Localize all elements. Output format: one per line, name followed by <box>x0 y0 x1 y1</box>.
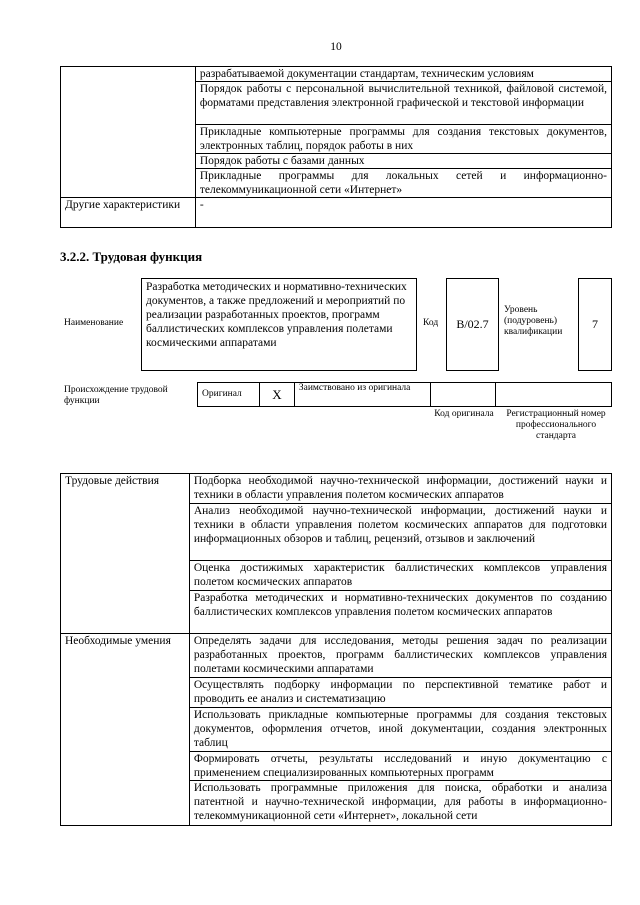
table-label-cell: Другие характеристики <box>61 198 196 228</box>
function-name-box <box>141 278 417 371</box>
list-item: Разработка методических и нормативно-технических документов по созданию баллистических комплексов управления полетом космических аппаратов <box>189 591 611 634</box>
list-item: Прикладные программы для локальных сетей и информационно-телекоммуникационной сети «Интернет» <box>195 169 611 198</box>
original-label: Оригинал <box>198 383 260 407</box>
list-item: Подборка необходимой научно-технической информации, достижений науки и техники в области управления полетом космических аппаратов <box>189 474 611 504</box>
code-value: B/02.7 <box>456 317 489 331</box>
page-number: 10 <box>330 41 342 53</box>
level-box <box>578 278 612 371</box>
function-name-value: Разработка методических и нормативно-технических документов, а также предложений и мероприятий по реализации разработанных проектов, программ баллистических комплексов управления полетами космическими аппаратами <box>146 281 407 349</box>
main-table <box>60 473 612 826</box>
table-label-cell: Необходимые умения <box>61 634 190 826</box>
list-item: Анализ необходимой научно-технической информации, достижений науки и техники в области управления полетом космических аппаратов для подготовки информационных обзоров и таблиц, рецензий, отзывов и заключений <box>189 504 611 561</box>
borrowed-label: Заимствовано из оригинала <box>294 383 430 407</box>
name-label: Наименование <box>64 318 124 328</box>
registration-number-cell <box>496 383 612 407</box>
original-mark: X <box>259 383 294 407</box>
level-value: 7 <box>592 317 598 331</box>
list-item: Осуществлять подборку информации по перспективной тематике работ и проводить ее анализ и систематизацию <box>189 678 611 708</box>
list-item: Формировать отчеты, результаты исследований и иную документацию с применением специализированных компьютерных программ <box>189 752 611 781</box>
list-item: Использовать прикладные компьютерные программы для создания текстовых документов, оформления отчетов, иной документации, создания электронных таблиц <box>189 708 611 752</box>
list-item: Оценка достижимых характеристик баллистических комплексов управления полетом космических аппаратов <box>189 561 611 591</box>
list-item: Порядок работы с персональной вычислительной техникой, файловой системой, форматами представления электронной графической и текстовой информации <box>195 82 611 125</box>
origin-label: Происхождение трудовой функции <box>64 385 168 406</box>
level-label: Уровень (подуровень) квалификации <box>504 305 563 337</box>
code-caption: Код оригинала <box>434 409 494 419</box>
origin-table <box>197 382 612 407</box>
code-label: Код <box>423 318 439 328</box>
list-item: Порядок работы с базами данных <box>195 154 611 169</box>
list-item: Прикладные компьютерные программы для создания текстовых документов, электронных таблиц, порядок работы в них <box>195 125 611 154</box>
list-item: - <box>195 198 611 228</box>
table-label-cell: Трудовые действия <box>61 474 190 634</box>
list-item: Использовать программные приложения для поиска, обработки и анализа патентной и научно-технической информации, для работы в информационно-телекоммуникационной сети «Интернет», локальной сети <box>189 781 611 826</box>
registration-caption: Регистрационный номер профессионального стандарта <box>506 409 606 441</box>
top-table <box>60 66 612 228</box>
list-item: Определять задачи для исследования, методы решения задач по реализации разработанных проектов, программ баллистических комплексов управления полетами космическими аппаратами <box>189 634 611 678</box>
table-label-cell <box>61 67 196 198</box>
code-box <box>446 278 499 371</box>
list-item: разрабатываемой документации стандартам, техническим условиям <box>195 67 611 82</box>
section-title: 3.2.2. Трудовая функция <box>60 249 203 264</box>
origin-code-cell <box>430 383 496 407</box>
